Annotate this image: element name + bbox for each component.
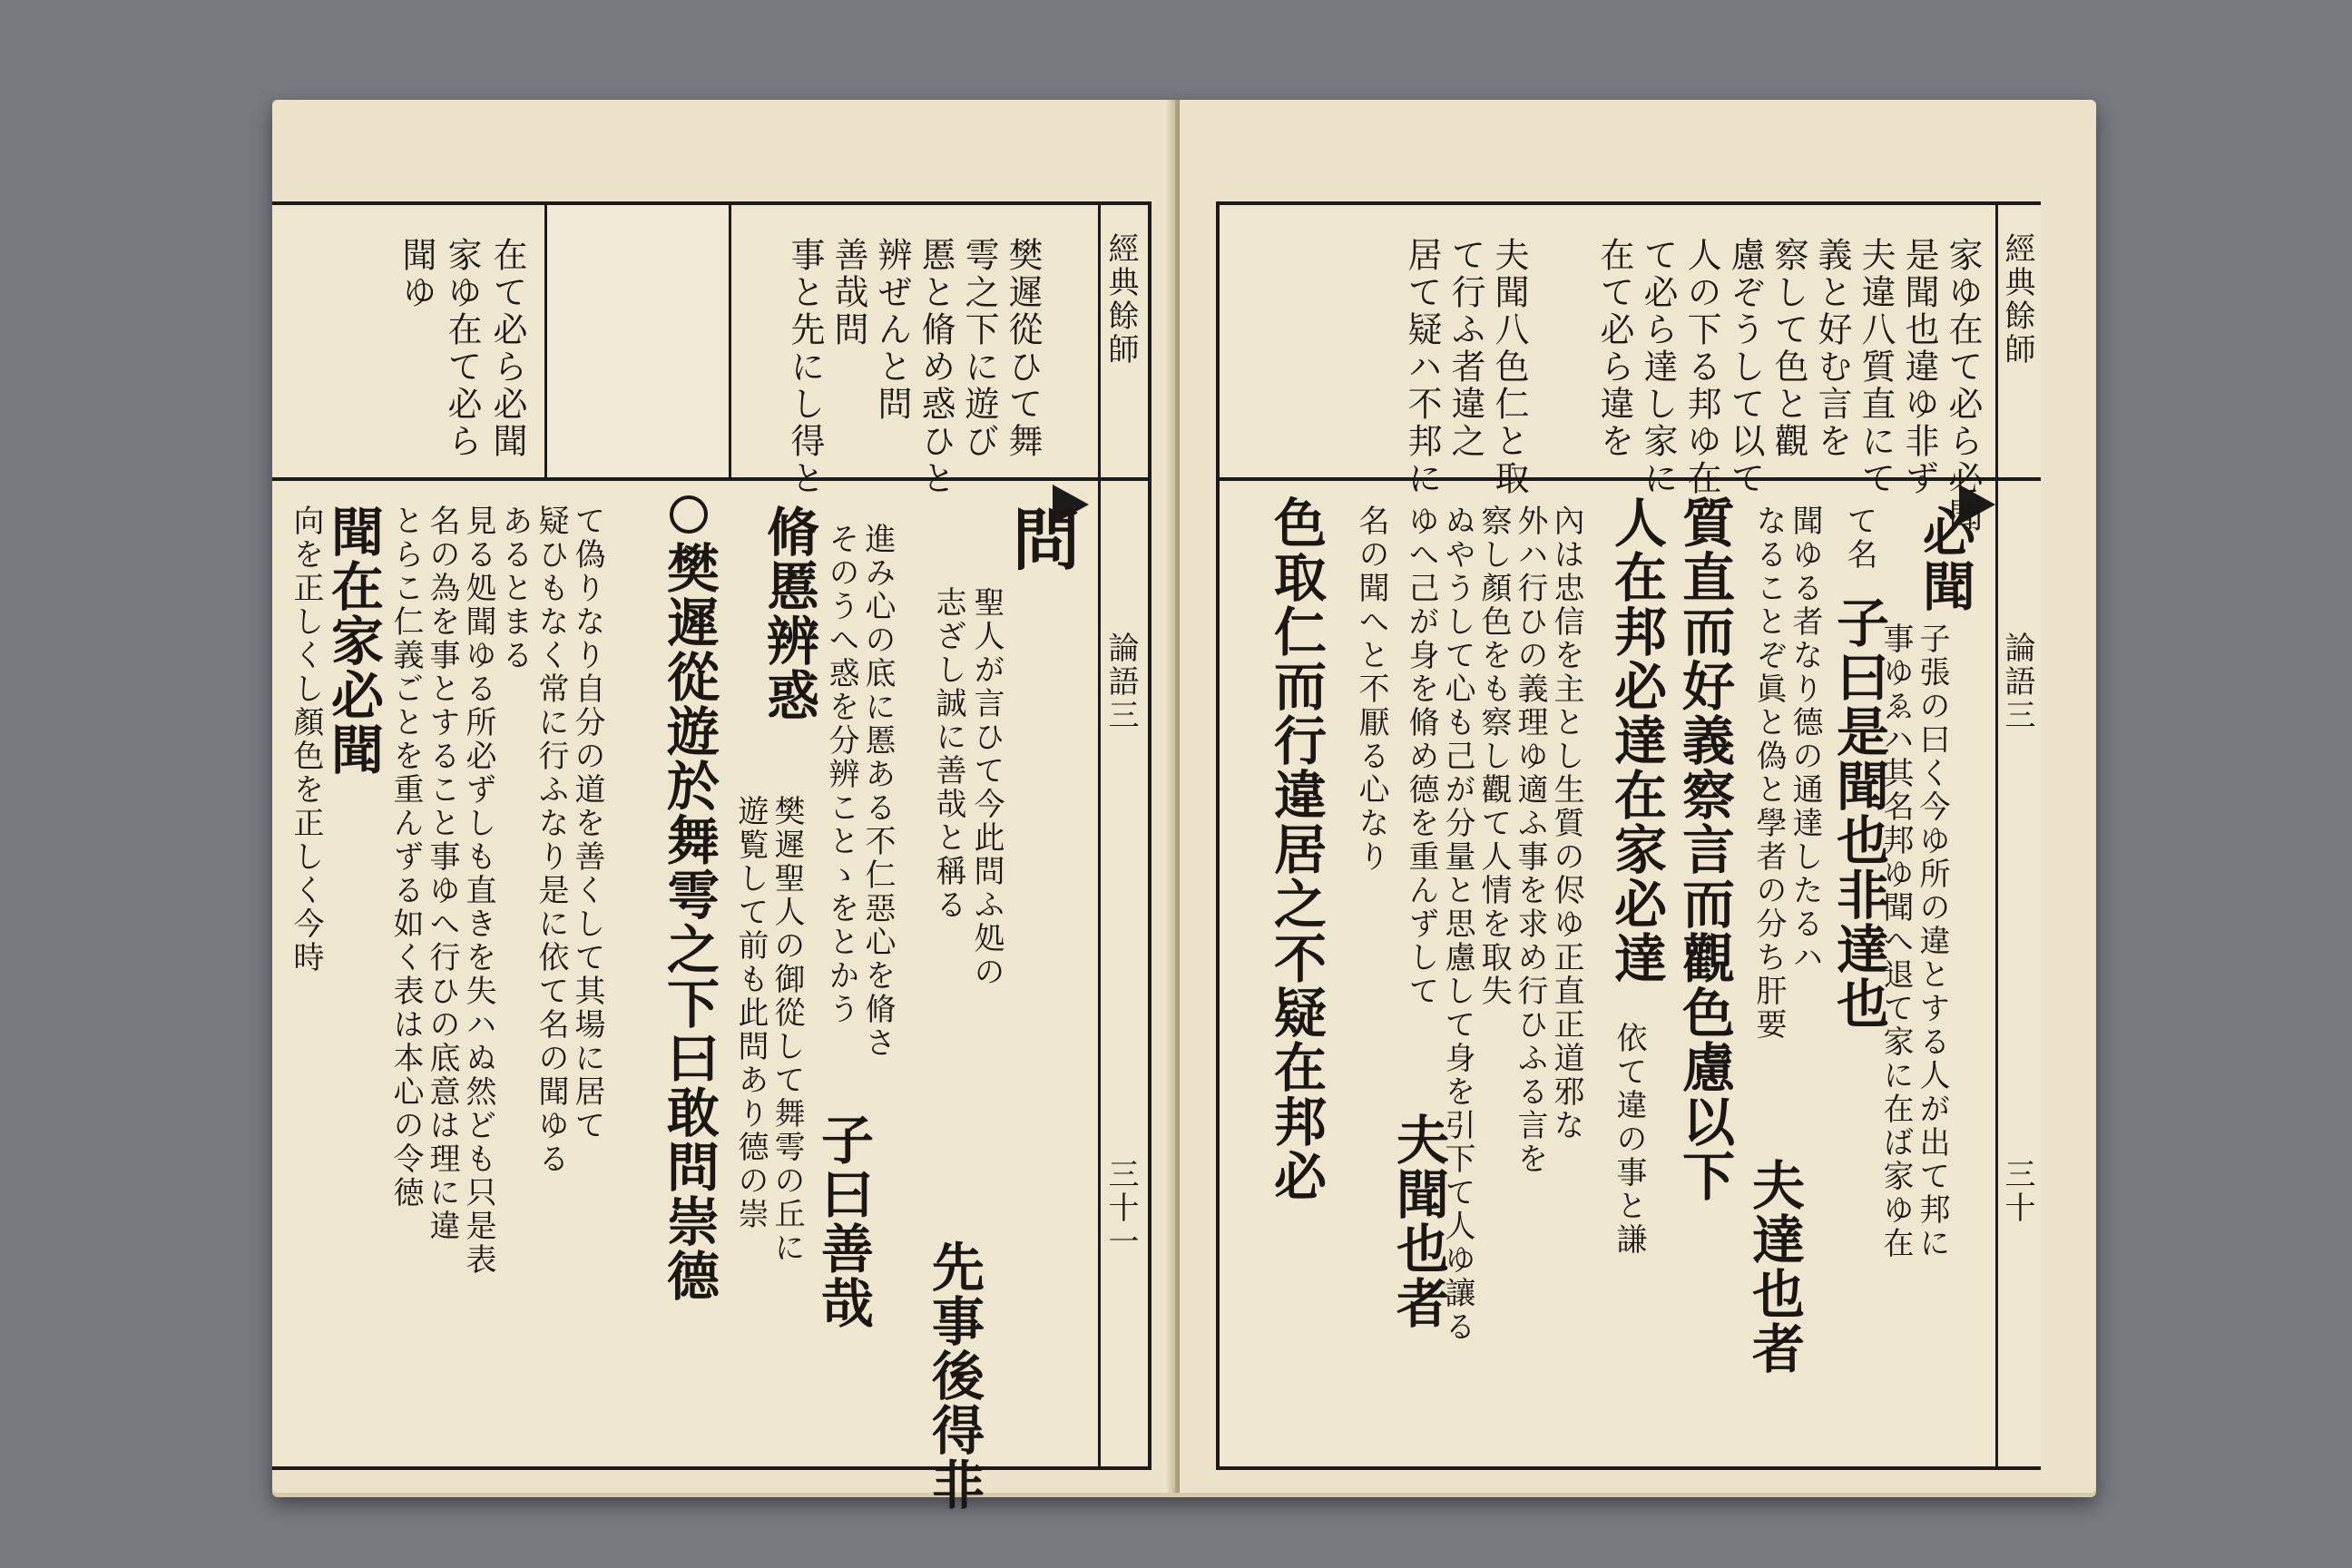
commentary-column: なることぞ眞と偽と學者の分ち肝要 (1750, 505, 1787, 1042)
upper-text-line: 在て必ら違を (1594, 237, 1634, 460)
commentary-column: 樊遲聖人の御從して舞雩の丘に (769, 795, 805, 1265)
commentary-column: 名の聞へと不厭る心なり (1353, 505, 1389, 874)
upper-text-line: 義と好む言を (1812, 237, 1852, 460)
commentary-column: 遊覧して前も此問あり德の崇 (732, 795, 769, 1231)
main-text-column (658, 495, 720, 1303)
upper-text-line: 樊遲從ひて舞 (1003, 237, 1043, 460)
upper-text-line: 善哉問 (828, 237, 868, 348)
commentary-column: 進み心の底に慝ある不仁惡心を脩さ (859, 523, 896, 1060)
commentary-column: 向を正しくし顏色を正しく今時 (288, 505, 324, 975)
upper-text-line: 夫聞八色仁と取 (1489, 237, 1529, 497)
upper-text-line: 是聞也違ゆ非ず (1899, 237, 1939, 497)
upper-text-line: 事と先にし得と (785, 237, 825, 497)
commentary-column: 依て違の事と謙 (1611, 1022, 1647, 1257)
blank-cartouche (544, 205, 731, 477)
main-text-column: 問 (1002, 505, 1080, 573)
circle-mark (670, 495, 708, 534)
commentary-column: 外ハ行ひの義理ゆ適ふ事を求め行ひふる言を (1512, 505, 1548, 1176)
main-text-column: 脩慝辨惑 (758, 505, 819, 722)
upper-text-line: 居て疑ハ不邦に (1402, 237, 1442, 497)
upper-text-line: 聞ゆ (397, 237, 436, 311)
main-text-column: 夫達也者 (1743, 1158, 1805, 1376)
upper-text-line: 人の下る邦ゆ在 (1681, 237, 1721, 497)
margin-section: 論語三 (1102, 632, 1139, 732)
main-text: 樊遲從遊於舞雩之下曰敢問崇德 (658, 541, 720, 1303)
upper-text-line: 慝と脩め惑ひと (916, 237, 956, 497)
main-text-column: 夫聞也者 (1387, 1112, 1449, 1330)
left-page-frame (272, 201, 1152, 1512)
main-text-column: 必聞 (1914, 505, 1975, 613)
main-text-column: 色取仁而行違居之不疑在邦必 (1265, 495, 1327, 1203)
upper-text-line: 雩之下に遊び (959, 237, 999, 460)
commentary-column: 聖人が言ひて今此問ふ処の (968, 586, 1004, 989)
upper-text-line: 慮ぞうして以て (1725, 237, 1765, 497)
commentary-column: 志ざし誠に善哉と稱る (930, 586, 966, 922)
right-page (1180, 100, 2096, 1493)
upper-text-line: 夫違八質直にて (1856, 237, 1896, 497)
margin-strip (1995, 205, 2043, 1466)
commentary-column: 疑ひもなく常に行ふなり是に依て名の聞ゆる (533, 505, 569, 1176)
upper-text-line: 辨ぜんと問 (872, 237, 912, 423)
page-number: 三十 (1999, 1158, 2035, 1225)
commentary-column: とらこ仁義ごとを重んずる如く表は本心の令徳 (387, 505, 424, 1210)
margin-title: 經典餘師 (1999, 232, 2035, 367)
upper-text-line: 在て必ら必聞 (487, 237, 527, 460)
commentary-column: て偽りなり自分の道を善くして其場に居て (569, 505, 605, 1142)
main-text-column: 人在邦必達在家必達 (1605, 495, 1667, 985)
commentary-column: ぬやうして心も己が分量と思慮して身を引下て人ゆ讓る (1439, 505, 1475, 1344)
margin-title: 經典餘師 (1102, 232, 1139, 367)
main-text-column: 先事後得非 (923, 1240, 985, 1512)
right-page-frame (1216, 201, 2041, 1470)
commentary-column: そのうへ惑を分辨ことゝをとかう (823, 523, 859, 1026)
commentary-column: ゆへ己が身を脩め德を重んずして (1403, 505, 1439, 1008)
margin-strip (1098, 205, 1146, 1466)
page-number: 三十一 (1102, 1158, 1139, 1259)
commentary-column: 名の為を事とすること事ゆへ行ひの底意は理に違 (424, 505, 460, 1243)
upper-text-line: 察して色と觀 (1769, 237, 1808, 460)
commentary-column: 子張の曰く今ゆ所の違とする人が出て邦に (1914, 622, 1950, 1260)
main-text-column: 質直而好義察言而觀色慮以下 (1673, 495, 1735, 1203)
commentary-column: 察し顏色をも察し觀て人情を取失 (1475, 505, 1512, 1008)
main-text-column: 聞在家必聞 (322, 505, 384, 777)
commentary-column: 聞ゆる者なり德の通達したるハ (1787, 505, 1823, 975)
main-text-column: 子曰是聞也非達也 (1828, 595, 1889, 1031)
commentary-column: あるとまる (496, 505, 533, 672)
commentary-column: 事ゆゑハ其名邦ゆ聞へ退て家に在ば家ゆ在 (1877, 622, 1914, 1260)
main-text-column: 子曰善哉 (812, 1112, 874, 1330)
open-book (272, 100, 2096, 1512)
upper-text-line: 家ゆ在て必ら (442, 237, 482, 460)
commentary-column: て名 (1841, 505, 1877, 572)
upper-text-line: 家ゆ在て必ら必聞 (1943, 237, 1983, 534)
commentary-column: 見る処聞ゆる所必ずしも直きを失ハぬ然ども只是表 (460, 505, 496, 1277)
left-page (272, 100, 1175, 1512)
commentary-column: 內は忠信を主とし生質の侭ゆ正直正道邪な (1548, 505, 1584, 1142)
margin-section: 論語三 (1999, 632, 2035, 732)
upper-text-line: て必ら達し家に (1638, 237, 1678, 497)
section-rule (272, 477, 1148, 481)
upper-text-line: て行ふ者違之 (1446, 237, 1485, 460)
